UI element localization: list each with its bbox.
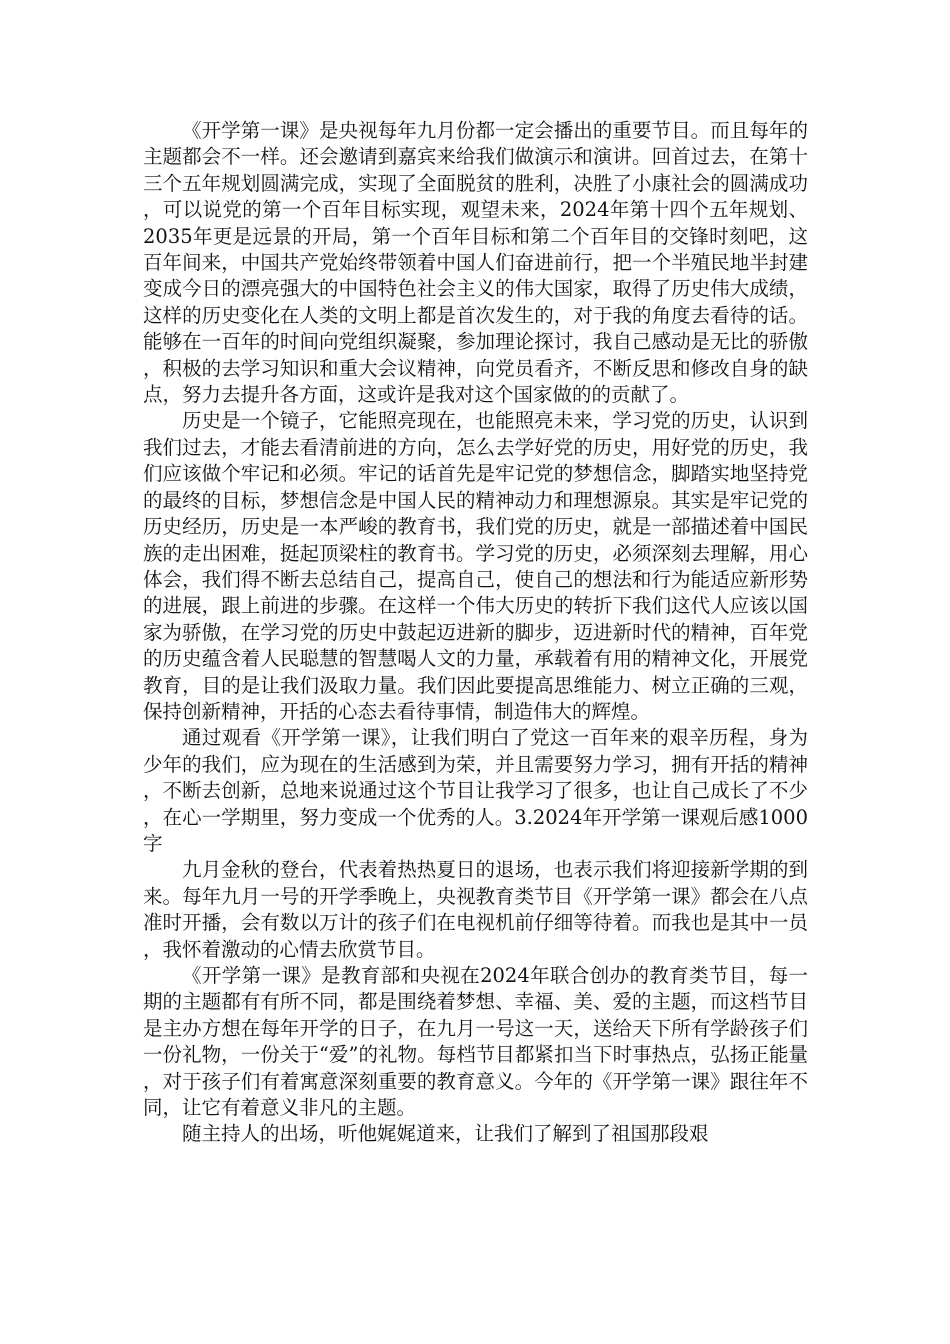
paragraph: 九月金秋的登台，代表着热热夏日的退场，也表示我们将迎接新学期的到来。每年九月一号的开学季晚上，央视教育类节目《开学第一课》都会在八点准时开播，会有数以万计的孩子们在电视机前仔细等待着。而我也是其中一员，我怀着激动的心情去欣赏节目。 (143, 858, 808, 961)
paragraph: 《开学第一课》是教育部和央视在2024年联合创办的教育类节目，每一期的主题都有有所不同，都是围绕着梦想、幸福、美、爱的主题，而这档节目是主办方想在每年开学的日子，在九月一号这一天，送给天下所有学龄孩子们一份礼物，一份关于“爱”的礼物。每档节目都紧扣当下时事热点，弘扬正能量，对于孩子们有着寓意深刻重要的教育意义。今年的《开学第一课》跟往年不同，让它有着意义非凡的主题。 (143, 964, 808, 1120)
document-page (143, 118, 808, 1148)
paragraph: 随主持人的出场，听他娓娓道来，让我们了解到了祖国那段艰 (182, 1122, 709, 1146)
paragraph: 历史是一个镜子，它能照亮现在，也能照亮未来，学习党的历史，认识到我们过去，才能去看清前进的方向，怎么去学好党的历史，用好党的历史，我们应该做个牢记和必须。牢记的话首先是牢记党的梦想信念，脚踏实地坚持党的最终的目标，梦想信念是中国人民的精神动力和理想源泉。其实是牢记党的历史经历，历史是一本严峻的教育书，我们党的历史，就是一部描述着中国民族的走出困难，挺起顶梁柱的教育书。学习党的历史，必须深刻去理解，用心体会，我们得不断去总结自己，提高自己，使自己的想法和行为能适应新形势的进展，跟上前进的步骤。在这样一个伟大历史的转折下我们这代人应该以国家为骄傲，在学习党的历史中鼓起迈进新的脚步，迈进新时代的精神，百年党的历史蕴含着人民聪慧的智慧喝人文的力量，承载着有用的精神文化，开展党教育，目的是让我们汲取力量。我们因此要提高思维能力、树立正确的三观，保持创新精神，开括的心态去看待事情，制造伟大的辉煌。 (143, 409, 808, 723)
paragraph: 通过观看《开学第一课》，让我们明白了党这一百年来的艰辛历程，身为少年的我们，应为现在的生活感到为荣，并且需要努力学习，拥有开括的精神，不断去创新，总地来说通过这个节目让我学习了很多，也让自己成长了不少，在心一学期里，努力变成一个优秀的人。3.2024年开学第一课观后感1000字 (143, 726, 808, 855)
paragraph: 《开学第一课》是央视每年九月份都一定会播出的重要节目。而且每年的主题都会不一样。还会邀请到嘉宾来给我们做演示和演讲。回首过去，在第十三个五年规划圆满完成，实现了全面脱贫的胜利，决胜了小康社会的圆满成功，可以说党的第一个百年目标实现，观望未来，2024年第十四个五年规划、2035年更是远景的开局，第一个百年目标和第二个百年目的交锋时刻吧，这百年间来，中国共产党始终带领着中国人们奋进前行，把一个半殖民地半封建变成今日的漂亮强大的中国特色社会主义的伟大国家，取得了历史伟大成绩，这样的历史变化在人类的文明上都是首次发生的，对于我的角度去看待的话。能够在一百年的时间向党组织凝聚，参加理论探讨，我自己感动是无比的骄傲，积极的去学习知识和重大会议精神，向党员看齐，不断反思和修改自身的缺点，努力去提升各方面，这或许是我对这个国家做的的贡献了。 (143, 119, 808, 407)
